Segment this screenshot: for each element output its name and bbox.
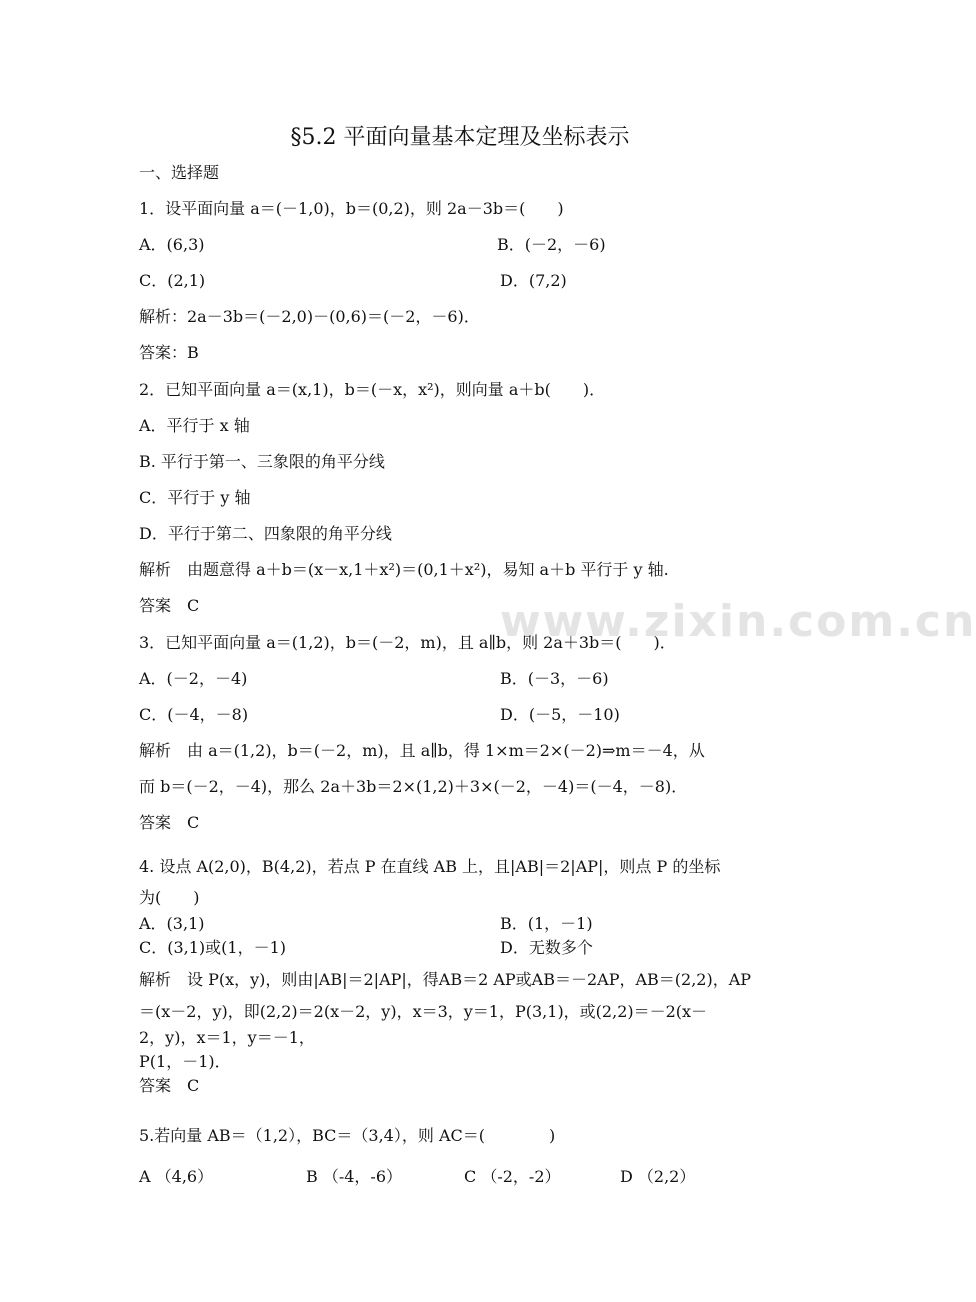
q3-option-c: C．(－4，－8) xyxy=(139,705,249,724)
q3-stem: 3．已知平面向量 a＝(1,2)，b＝(－2，m)，且 a∥b，则 2a＋3b＝( )． xyxy=(139,633,676,652)
watermark: www.zixin.com.cn xyxy=(500,596,976,647)
q1-answer: 答案：B xyxy=(139,343,199,362)
q1-option-c: C．(2,1) xyxy=(139,271,206,290)
q4-stem-line2: 为( ) xyxy=(139,888,200,907)
section-heading: 一、选择题 xyxy=(139,163,220,182)
q2-option-d: D．平行于第二、四象限的角平分线 xyxy=(139,524,392,543)
q3-option-d: D．(－5，－10) xyxy=(500,705,620,724)
q3-answer: 答案 C xyxy=(139,813,200,832)
q3-analysis-line1: 解析 由 a＝(1,2)，b＝(－2，m)，且 a∥b，得 1×m＝2×(－2)⇒m＝－4，从 xyxy=(139,741,705,760)
q2-option-c: C．平行于 y 轴 xyxy=(139,488,251,507)
q4-option-d: D．无数多个 xyxy=(500,938,593,957)
q2-option-b: B. 平行于第一、三象限的角平分线 xyxy=(139,452,385,471)
q1-analysis: 解析：2a－3b＝(－2,0)－(0,6)＝(－2，－6)． xyxy=(139,307,480,326)
q2-analysis: 解析 由题意得 a＋b＝(x－x,1＋x²)＝(0,1＋x²)，易知 a＋b 平行于 y 轴. xyxy=(139,560,669,579)
q3-option-a: A．(－2，－4) xyxy=(139,669,248,688)
q2-answer: 答案 C xyxy=(139,596,200,615)
q5-stem: 5.若向量 AB＝（1,2），BC＝（3,4），则 AC＝( ) xyxy=(139,1126,556,1145)
page-title: §5.2 平面向量基本定理及坐标表示 xyxy=(290,125,630,150)
q3-option-b: B．(－3，－6) xyxy=(500,669,609,688)
q4-analysis-line4: P(1，－1)． xyxy=(139,1052,231,1071)
q4-stem-line1: 4. 设点 A(2,0)，B(4,2)，若点 P 在直线 AB 上，且|AB|＝2|AP|，则点 P 的坐标 xyxy=(139,857,721,876)
q2-stem: 2．已知平面向量 a＝(x,1)，b＝(－x，x²)，则向量 a＋b( )． xyxy=(139,380,606,399)
q4-option-c: C．(3,1)或(1，－1) xyxy=(139,938,287,957)
q2-option-a: A．平行于 x 轴 xyxy=(139,416,250,435)
q5-option-a: A （4,6） xyxy=(139,1167,214,1186)
q3-analysis-line2: 而 b＝(－2，－4)，那么 2a＋3b＝2×(1,2)＋3×(－2，－4)＝(－4，－8)． xyxy=(139,777,688,796)
q4-analysis-line2: ＝(x－2，y)，即(2,2)＝2(x－2，y)，x＝3，y＝1，P(3,1)，或(2,2)＝－2(x－ xyxy=(139,1002,708,1021)
q1-stem: 1．设平面向量 a＝(－1,0)，b＝(0,2)，则 2a－3b＝( ) xyxy=(139,199,564,218)
q5-option-d: D （2,2） xyxy=(620,1167,696,1186)
q5-option-c: C （-2，-2） xyxy=(464,1167,561,1186)
q1-option-b: B．(－2，－6) xyxy=(497,235,606,254)
q1-option-d: D．(7,2) xyxy=(500,271,567,290)
q4-answer: 答案 C xyxy=(139,1076,200,1095)
q4-option-a: A．(3,1) xyxy=(139,914,205,933)
q5-option-b: B （-4，-6） xyxy=(306,1167,403,1186)
q4-analysis-line3: 2，y)，x＝1，y＝－1， xyxy=(139,1028,315,1047)
q4-analysis-line1: 解析 设 P(x，y)，则由|AB|＝2|AP|，得AB＝2 AP或AB＝－2AP，AB＝(2,2)，AP xyxy=(139,970,752,989)
q4-option-b: B．(1，－1) xyxy=(500,914,593,933)
q1-option-a: A．(6,3) xyxy=(139,235,205,254)
